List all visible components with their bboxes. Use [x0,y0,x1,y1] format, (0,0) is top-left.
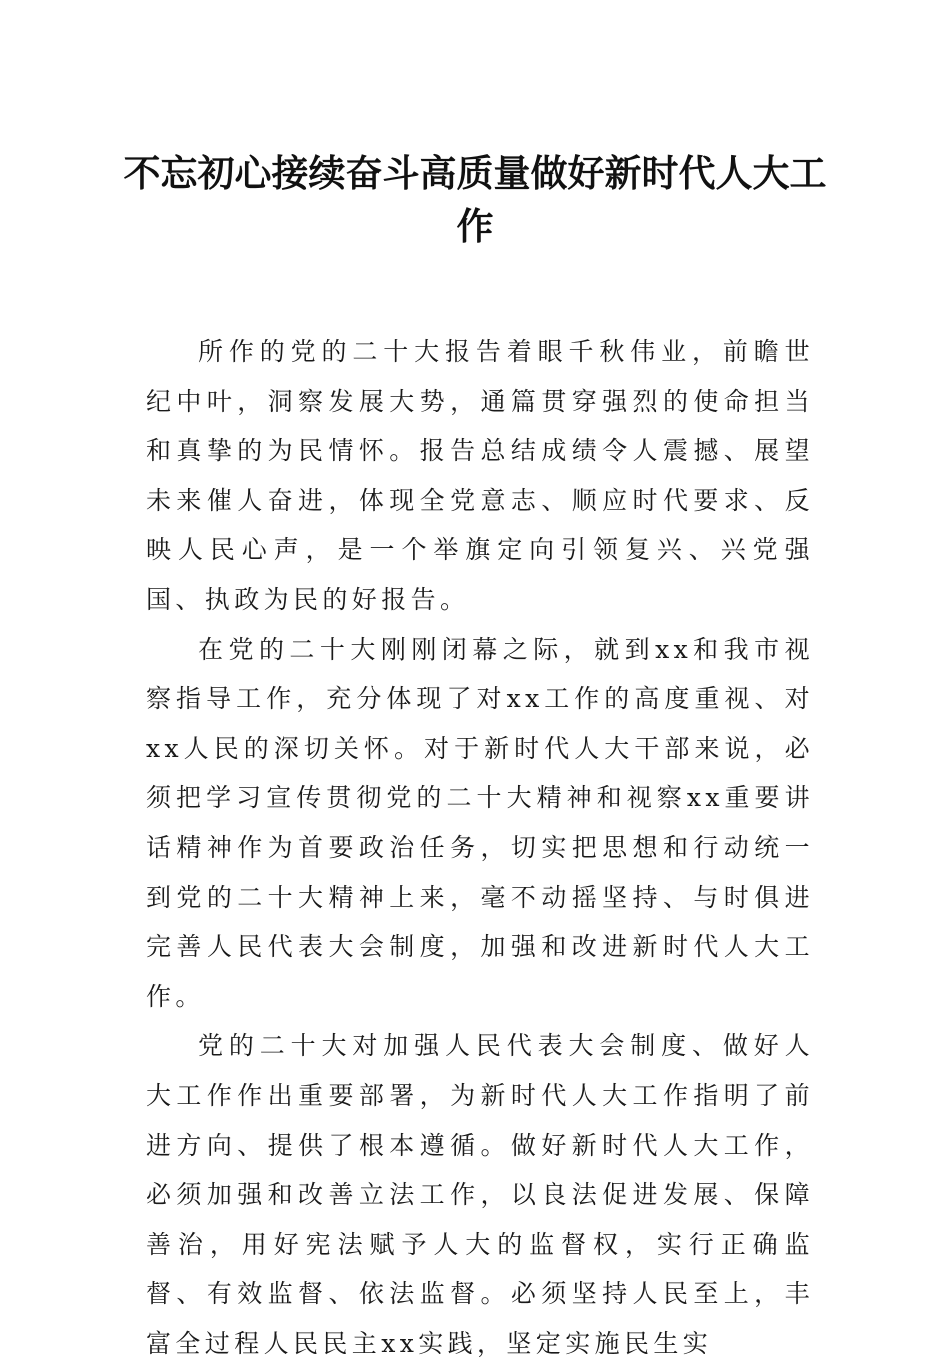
document-title: 不忘初心接续奋斗高质量做好新时代人大工作 [123,151,827,248]
paragraph-3: 党的二十大对加强人民代表大会制度、做好人大工作作出重要部署，为新时代人大工作指明了前进方向、提供了根本遵循。做好新时代人大工作，必须加强和改善立法工作，以良法促进发展、保障善治，用好宪法赋予人大的监督权，实行正确监督、有效监督、依法监督。必须坚持人民至上，丰富全过程人民民主xx实践，坚定实施民生实 [146,1031,814,1358]
document-body [146,327,814,1368]
paragraph-1: 所作的党的二十大报告着眼千秋伟业，前瞻世纪中叶，洞察发展大势，通篇贯穿强烈的使命担当和真挚的为民情怀。报告总结成绩令人震撼、展望未来催人奋进，体现全党意志、顺应时代要求、反映人民心声，是一个举旗定向引领复兴、兴党强国、执政为民的好报告。 [146,337,814,614]
paragraph-2: 在党的二十大刚刚闭幕之际，就到xx和我市视察指导工作，充分体现了对xx工作的高度重视、对xx人民的深切关怀。对于新时代人大干部来说，必须把学习宣传贯彻党的二十大精神和视察xx重要讲话精神作为首要政治任务，切实把思想和行动统一到党的二十大精神上来，毫不动摇坚持、与时俱进完善人民代表大会制度，加强和改进新时代人大工作。 [146,634,814,1011]
